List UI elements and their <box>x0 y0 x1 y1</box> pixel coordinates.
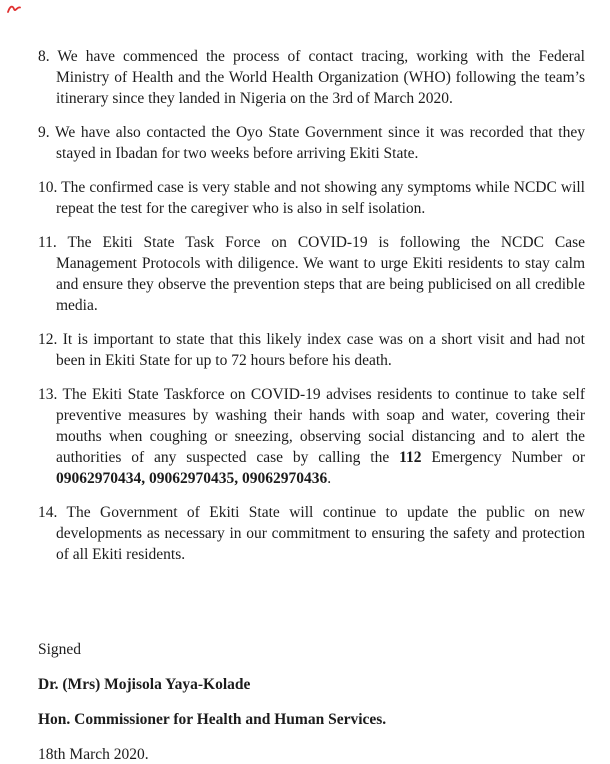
paragraph-12-text: 12. It is important to state that this likely index case was on a short visit and had not been in Ekiti State for up to 72 hours before his death. <box>38 331 585 369</box>
paragraph-8 <box>38 46 585 109</box>
paragraph-13-end-text: . <box>327 470 332 487</box>
paragraph-10 <box>38 177 585 219</box>
paragraph-11 <box>38 232 585 316</box>
emergency-number: 112 <box>399 449 422 466</box>
paragraph-11-text: 11. The Ekiti State Task Force on COVID-19 is following the NCDC Case Management Protocols with diligence. We want to urge Ekiti residents to stay calm and ensure they observe the prevention steps that are being publicised on all credible media. <box>38 234 585 314</box>
paragraph-14 <box>38 502 585 565</box>
paragraph-13-text: 13. The Ekiti State Taskforce on COVID-19 advises residents to continue to take self preventive measures by washing their hands with soap and water, covering their mouths when coughing or sneezing, observing social distancing and to alert the authorities of any suspected case by calling the <box>38 386 585 466</box>
red-scribble-path <box>8 7 20 12</box>
paragraph-8-text: 8. We have commenced the process of contact tracing, working with the Federal Ministry of Health and the World Health Organization (WHO) following the team’s itinerary since they landed in Nigeria on the 3rd of March 2020. <box>38 48 585 107</box>
signatory-title: Hon. Commissioner for Health and Human Services. <box>38 711 387 728</box>
signed-label: Signed <box>38 641 82 658</box>
paragraph-10-text: 10. The confirmed case is very stable and not showing any symptoms while NCDC will repeat the test for the caregiver who is also in self isolation. <box>38 179 585 217</box>
red-scribble-mark-icon <box>7 3 21 15</box>
paragraph-13 <box>38 384 585 489</box>
phone-numbers: 09062970434, 09062970435, 09062970436 <box>56 470 328 487</box>
paragraph-9 <box>38 122 585 164</box>
signatory-name: Dr. (Mrs) Mojisola Yaya-Kolade <box>38 676 251 693</box>
paragraph-13-mid-text: Emergency Number or <box>421 449 586 466</box>
paragraph-12 <box>38 329 585 371</box>
signature-date: 18th March 2020. <box>38 746 149 763</box>
paragraph-9-text: 9. We have also contacted the Oyo State Government since it was recorded that they stayed in Ibadan for two weeks before arriving Ekiti State. <box>38 124 585 162</box>
paragraph-14-text: 14. The Government of Ekiti State will continue to update the public on new developments as necessary in our commitment to ensuring the safety and protection of all Ekiti residents. <box>38 504 585 563</box>
signature-block <box>38 639 585 764</box>
